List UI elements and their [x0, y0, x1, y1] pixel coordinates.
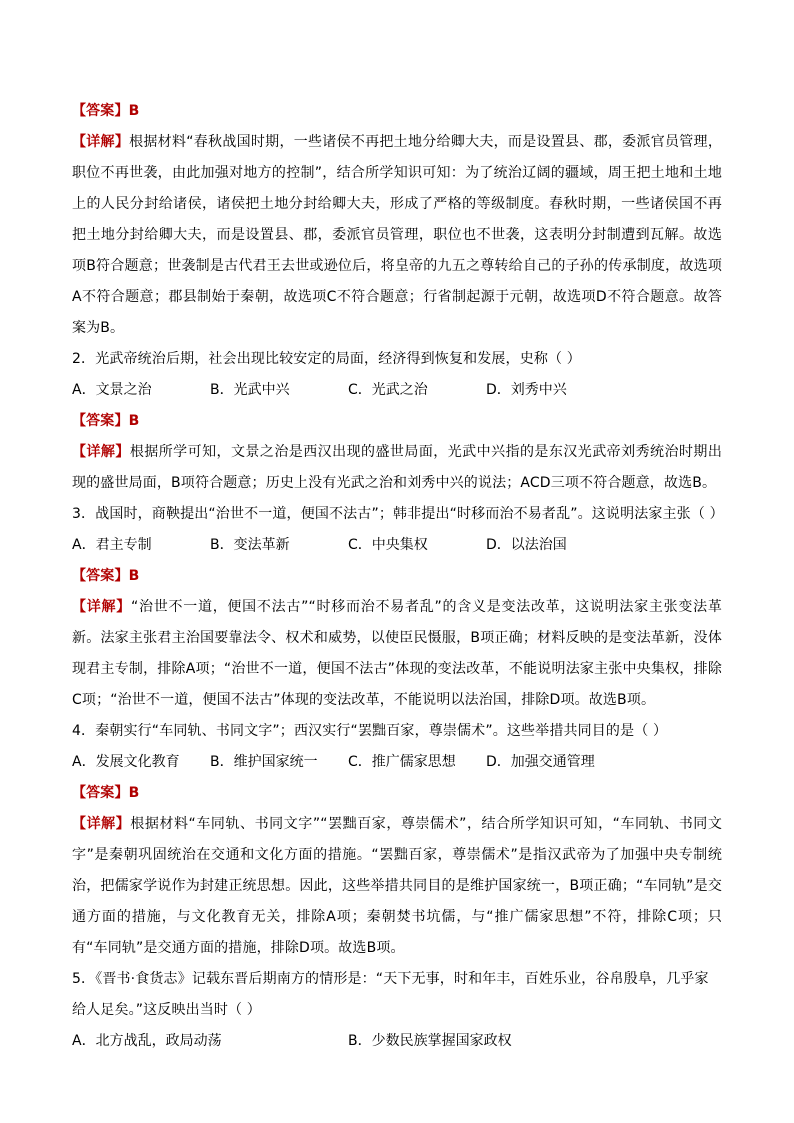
answer-tag: 【答案】 — [72, 413, 129, 429]
answer-value: B — [128, 413, 140, 429]
detail-tag: 【详解】 — [72, 816, 131, 832]
answer-tag: 【答案】 — [72, 785, 129, 801]
question-3: 3．战国时，商鞅提出“治世不一道，便国不法古”；韩非提出“时移而治不易者乱”。这说明法家主张（ ） — [72, 506, 724, 522]
answer-line-3 — [72, 561, 722, 592]
option-a: A．北方战乱，政局动荡 — [72, 1033, 222, 1049]
option-a: A．文景之治 — [72, 382, 152, 398]
option-a: A．君主专制 — [72, 537, 152, 553]
answer-value: B — [128, 785, 140, 801]
question-5: 5．《晋书·食货志》记载东晋后期南方的情形是：“天下无事，时和年丰，百姓乐业，谷帛殷阜，几乎家给人足矣。”这反映出当时（ ） — [72, 971, 709, 1018]
answer-line-1 — [72, 96, 722, 127]
answer-tag: 【答案】 — [72, 103, 129, 119]
answer-line-4 — [72, 778, 722, 809]
answer-line-2 — [72, 406, 722, 437]
answer-value: B — [128, 103, 140, 119]
option-c: C．光武之治 — [348, 382, 428, 398]
option-b: B．维护国家统一 — [210, 754, 318, 770]
detail-tag: 【详解】 — [72, 599, 131, 615]
option-c: C．中央集权 — [348, 537, 428, 553]
option-b: B．变法革新 — [210, 537, 290, 553]
detail-paragraph-4 — [72, 809, 722, 964]
question-2: 2．光武帝统治后期，社会出现比较安定的局面，经济得到恢复和发展，史称（ ） — [72, 351, 581, 367]
detail-tag: 【详解】 — [72, 134, 130, 150]
options-4 — [72, 747, 722, 778]
detail-text: 根据所学可知，文景之治是西汉出现的盛世局面，光武中兴指的是东汉光武帝刘秀统治时期出现的盛世局面，B项符合题意；历史上没有光武之治和刘秀中兴的说法；ACD三项不符合题意，故选B。 — [72, 444, 722, 491]
answer-tag: 【答案】 — [72, 568, 129, 584]
options-5 — [72, 1026, 722, 1057]
detail-paragraph-1 — [72, 127, 722, 344]
detail-text: 根据材料“春秋战国时期，一些诸侯不再把土地分给卿大夫，而是设置县、郡，委派官员管理，职位不再世袭，由此加强对地方的控制”，结合所学知识可知：为了统治辽阔的疆域，周王把土地和土地上的人民分封给诸侯，诸侯把土地分封给卿大夫，形成了严格的等级制度。春秋时期，一些诸侯国不再把土地分封给卿大夫，而是设置县、郡，委派官员管理，职位也不世袭，这表明分封制遭到瓦解。故选项B符合题意；世袭制是古代君王去世或逊位后，将皇帝的九五之尊转给自己的子孙的传承制度，故选项A不符合题意；郡县制始于秦朝，故选项C不符合题意；行省制起源于元朝，故选项D不符合题意。故答案为B。 — [72, 134, 722, 336]
option-d: D．刘秀中兴 — [486, 382, 567, 398]
detail-tag: 【详解】 — [72, 444, 130, 460]
detail-paragraph-2 — [72, 437, 722, 499]
question-4: 4．秦朝实行“车同轨、书同文字”；西汉实行“罢黜百家，尊崇儒术”。这些举措共同目的是（ ） — [72, 723, 668, 739]
detail-paragraph-3 — [72, 592, 722, 716]
answer-value: B — [128, 568, 140, 584]
option-a: A．发展文化教育 — [72, 754, 180, 770]
option-b: B．少数民族掌握国家政权 — [348, 1033, 512, 1049]
option-b: B．光武中兴 — [210, 382, 290, 398]
option-d: D．加强交通管理 — [486, 754, 595, 770]
options-2 — [72, 375, 722, 406]
detail-text: “治世不一道，便国不法古”“时移而治不易者乱”的含义是变法改革，这说明法家主张变法革新。法家主张君主治国要靠法令、权术和威势，以使臣民慑服，B项正确；材料反映的是变法革新，没体现君主专制，排除A项；“治世不一道，便国不法古”体现的变法改革，不能说明法家主张中央集权，排除C项；“治世不一道，便国不法古”体现的变法改革，不能说明以法治国，排除D项。故选B项。 — [72, 599, 723, 708]
detail-text: 根据材料“车同轨、书同文字”“罢黜百家，尊崇儒术”，结合所学知识可知，“车同轨、书同文字”是秦朝巩固统治在交通和文化方面的措施。“罢黜百家，尊崇儒术”是指汉武帝为了加强中央专制统治，把儒家学说作为封建正统思想。因此，这些举措共同目的是维护国家统一，B项正确；“车同轨”是交通方面的措施，与文化教育无关，排除A项；秦朝焚书坑儒，与“推广儒家思想”不符，排除C项；只有“车同轨”是交通方面的措施，排除D项。故选B项。 — [72, 816, 722, 956]
option-d: D．以法治国 — [486, 537, 567, 553]
options-3 — [72, 530, 722, 561]
option-c: C．推广儒家思想 — [348, 754, 456, 770]
